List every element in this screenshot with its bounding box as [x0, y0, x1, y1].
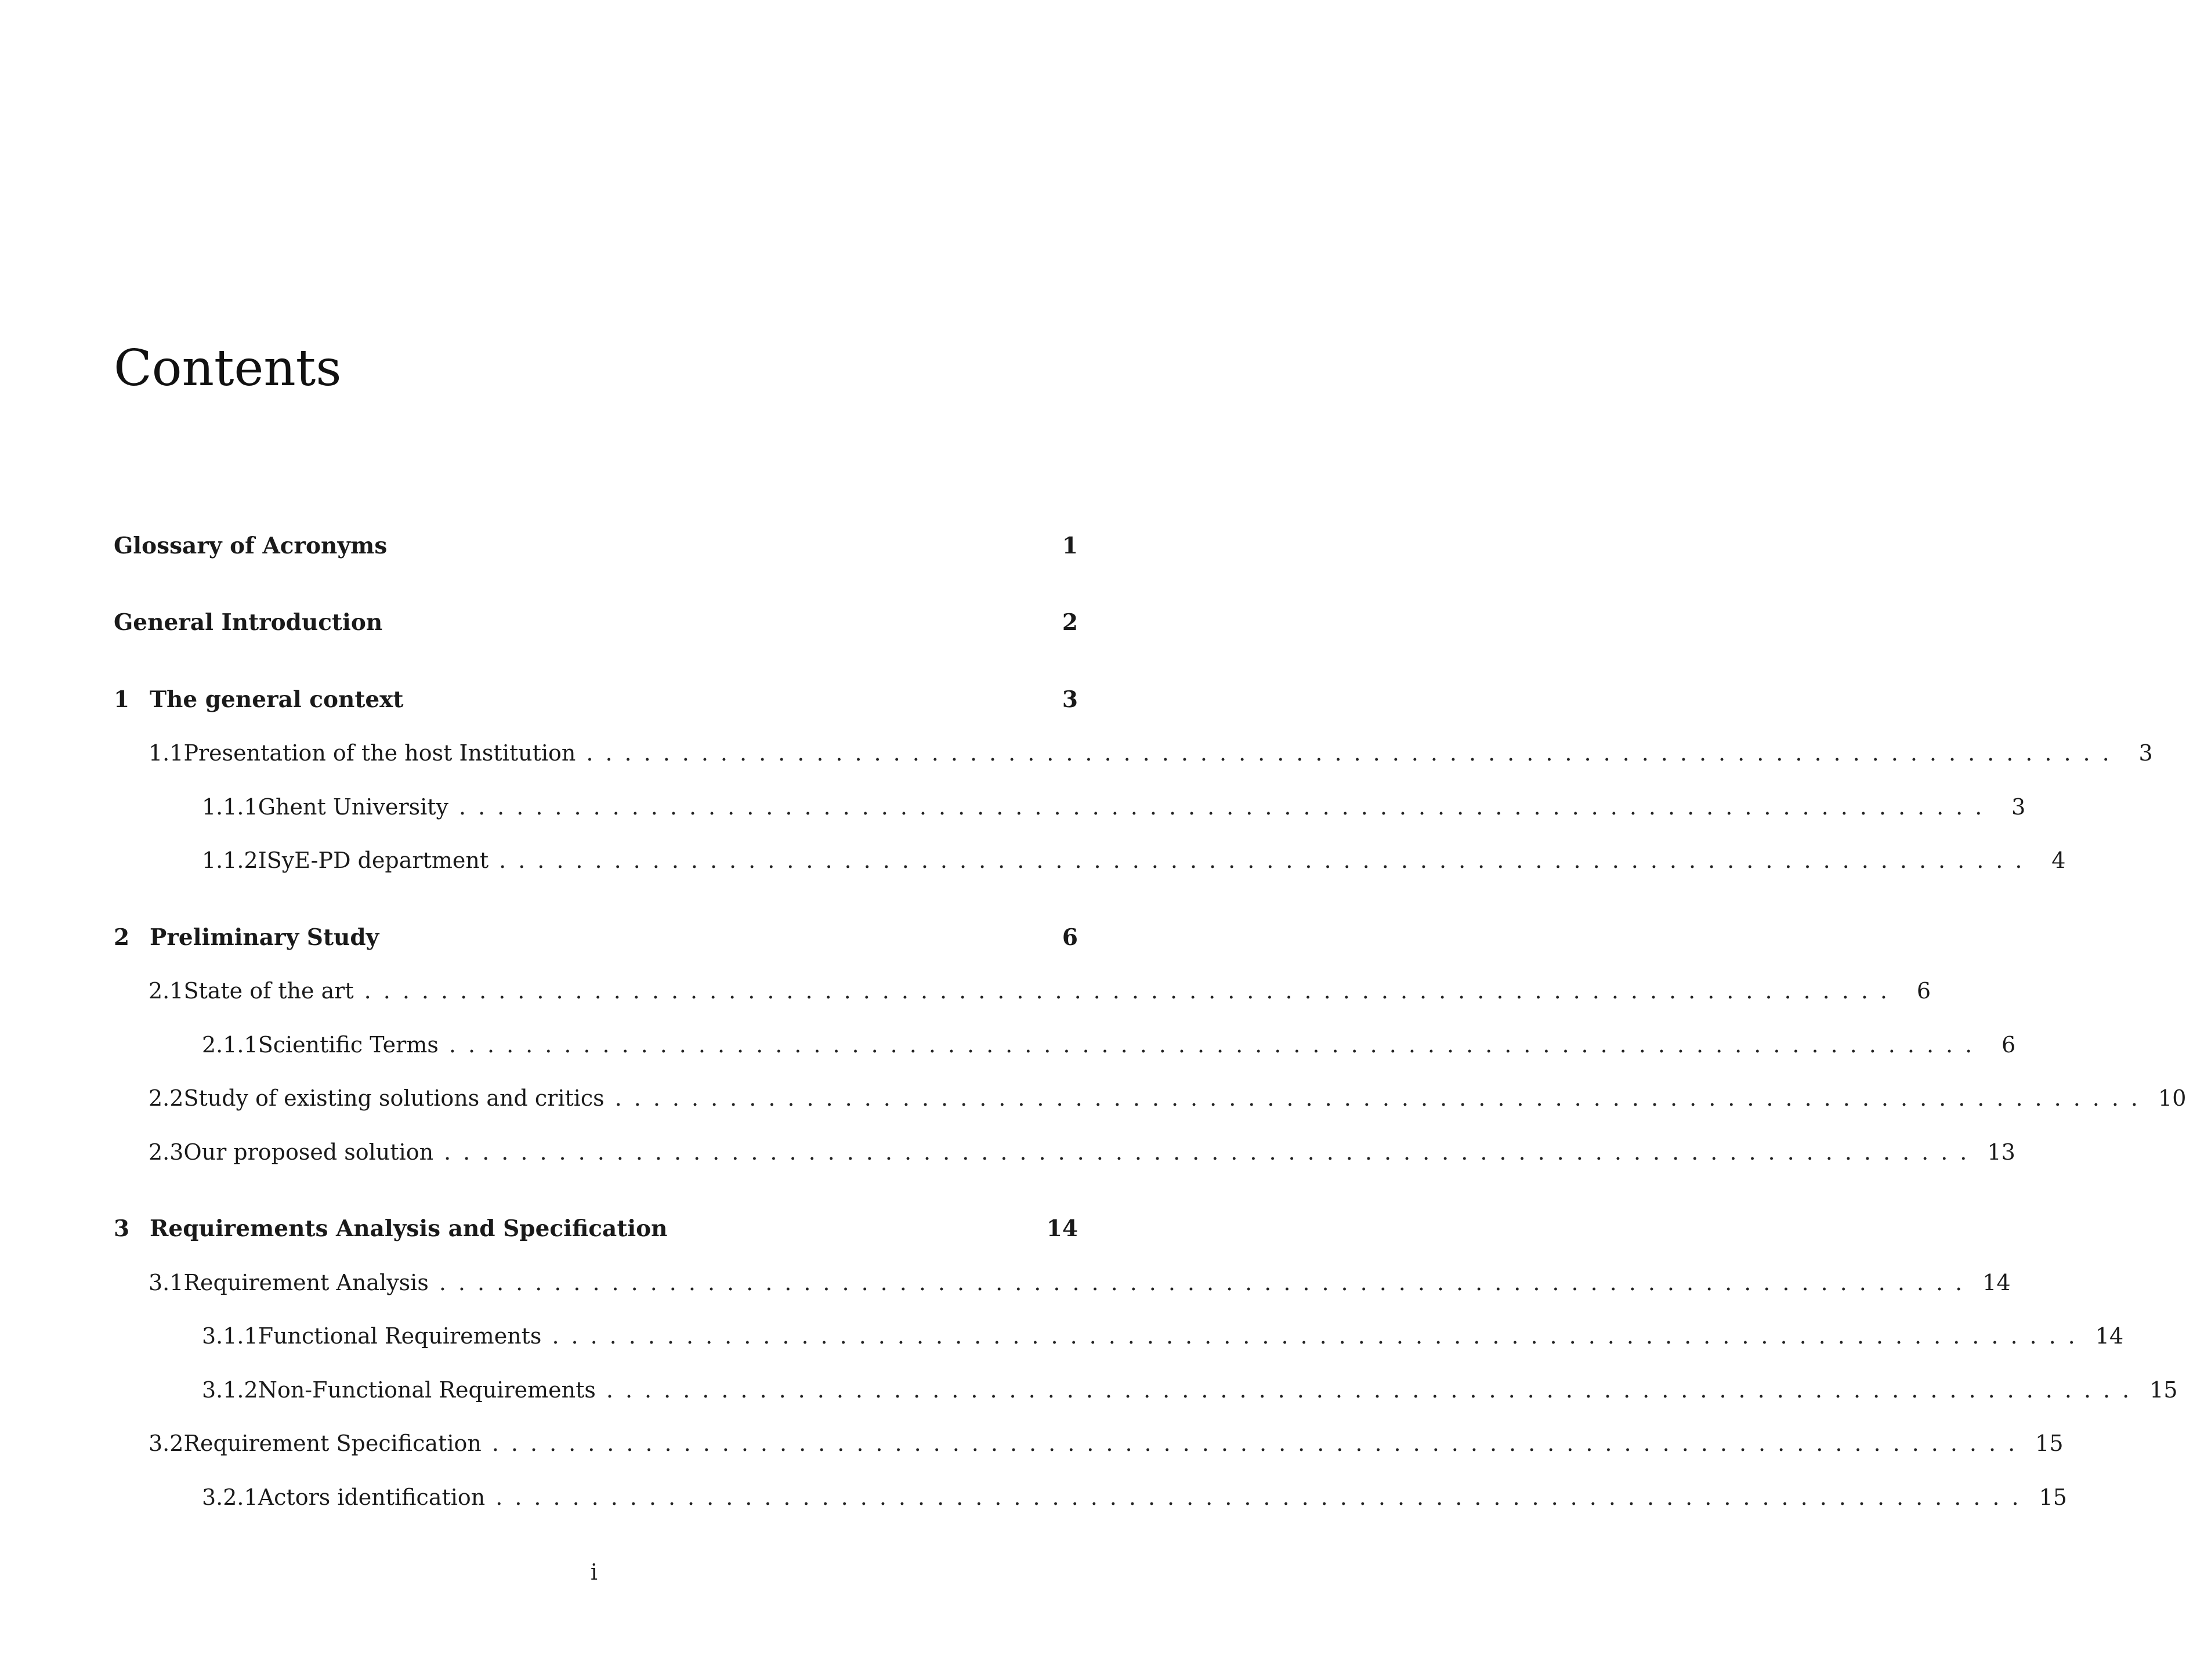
toc-dot-leader: ................................................................................ — [491, 1431, 2028, 1456]
toc-chapter-entry[interactable] — [114, 685, 1078, 714]
toc-section-entry[interactable] — [114, 792, 2026, 821]
toc-dot-leader: ................................................................................ — [614, 1085, 2151, 1111]
toc-entry-number: 1.1.1 — [202, 794, 258, 820]
toc-section-entry[interactable] — [114, 1084, 2186, 1113]
toc-entry-label: Our proposed solution — [183, 1139, 434, 1165]
toc-entry-label: Functional Requirements — [258, 1323, 542, 1349]
toc-entry-label: State of the art — [183, 978, 354, 1004]
toc-entry-number: 1.1.2 — [202, 848, 258, 873]
toc-entry-number: 1.1 — [149, 740, 184, 766]
toc-entry-label: Actors identification — [258, 1485, 486, 1510]
toc-entry-label: Preliminary Study — [150, 924, 379, 951]
toc-dot-leader: ................................................................................ — [364, 978, 1899, 1004]
toc-entry-number: 2 — [114, 924, 130, 951]
toc-dot-leader: ................................................................................ — [439, 1270, 1975, 1295]
toc-entry-label: Requirement Specification — [183, 1431, 482, 1456]
toc-entry-page: 1 — [1062, 533, 1078, 559]
toc-entry-number: 2.1.1 — [202, 1032, 258, 1058]
toc-entry-number: 2.1 — [149, 978, 184, 1004]
toc-chapter-entry[interactable] — [114, 608, 1078, 637]
toc-entry-page: 4 — [2051, 848, 2066, 873]
toc-section-entry[interactable] — [114, 1321, 2124, 1350]
page-title: Contents — [114, 339, 342, 397]
toc-dot-leader: ................................................................................ — [606, 1377, 2142, 1403]
toc-entry-page: 14 — [1046, 1215, 1078, 1242]
toc-entry-page: 2 — [1062, 609, 1078, 636]
toc-entry-page: 10 — [2158, 1085, 2186, 1111]
toc-chapter-entry[interactable] — [114, 531, 1078, 560]
toc-section-entry[interactable] — [114, 1138, 2015, 1167]
toc-entry-number: 3.1.2 — [202, 1377, 258, 1403]
toc-entry-label: Non-Functional Requirements — [258, 1377, 596, 1403]
table-of-contents — [114, 0, 2186, 1680]
toc-dot-leader: ................................................................................ — [499, 848, 2035, 873]
toc-entry-label: Requirements Analysis and Specification — [150, 1215, 668, 1242]
toc-dot-leader: ................................................................................ — [459, 794, 1995, 820]
toc-entry-page: 13 — [1987, 1139, 2015, 1165]
toc-entry-page: 6 — [1062, 924, 1078, 951]
toc-entry-number: 3.2 — [149, 1431, 184, 1456]
toc-section-entry[interactable] — [114, 1268, 2011, 1297]
toc-entry-number: 3 — [114, 1215, 130, 1242]
toc-entry-page: 14 — [2095, 1323, 2124, 1349]
toc-section-entry[interactable] — [114, 976, 1931, 1005]
toc-dot-leader: ................................................................................ — [552, 1323, 2087, 1349]
toc-entry-page: 3 — [2138, 740, 2153, 766]
toc-section-entry[interactable] — [114, 1375, 2178, 1404]
toc-section-entry[interactable] — [114, 846, 2066, 875]
toc-entry-label: Requirement Analysis — [183, 1270, 429, 1295]
toc-dot-leader: ................................................................................ — [586, 740, 2122, 766]
toc-entry-page: 6 — [1916, 978, 1931, 1004]
toc-entry-page: 6 — [2002, 1032, 2016, 1058]
toc-dot-leader: ................................................................................ — [444, 1139, 1979, 1165]
toc-entry-label: ISyE-PD department — [258, 848, 489, 873]
toc-entry-label: Ghent University — [258, 794, 449, 820]
toc-chapter-entry[interactable] — [114, 1214, 1078, 1243]
toc-entry-number: 1 — [114, 686, 130, 713]
toc-dot-leader: ................................................................................ — [448, 1032, 1985, 1058]
toc-entry-label: Glossary of Acronyms — [114, 533, 388, 559]
toc-section-entry[interactable] — [114, 738, 2153, 767]
toc-entry-label: Presentation of the host Institution — [183, 740, 576, 766]
toc-entry-page: 15 — [2035, 1431, 2064, 1456]
toc-section-entry[interactable] — [114, 1483, 2067, 1512]
toc-entry-page: 14 — [1982, 1270, 2011, 1295]
toc-entry-page: 3 — [1062, 686, 1078, 713]
toc-entry-page: 15 — [2039, 1485, 2067, 1510]
toc-entry-number: 2.3 — [149, 1139, 184, 1165]
toc-entry-number: 3.1 — [149, 1270, 184, 1295]
toc-section-entry[interactable] — [114, 1030, 2016, 1059]
toc-chapter-entry[interactable] — [114, 923, 1078, 952]
toc-entry-page: 3 — [2011, 794, 2026, 820]
toc-entry-label: Study of existing solutions and critics — [183, 1085, 605, 1111]
page-number: i — [590, 1559, 598, 1585]
toc-entry-number: 3.2.1 — [202, 1485, 258, 1510]
toc-section-entry[interactable] — [114, 1429, 2064, 1458]
toc-entry-label: The general context — [150, 686, 404, 713]
toc-entry-label: General Introduction — [114, 609, 383, 636]
toc-entry-number: 2.2 — [149, 1085, 184, 1111]
toc-entry-label: Scientific Terms — [258, 1032, 439, 1058]
toc-dot-leader: ................................................................................ — [495, 1485, 2031, 1510]
toc-entry-number: 3.1.1 — [202, 1323, 258, 1349]
toc-entry-page: 15 — [2149, 1377, 2178, 1403]
